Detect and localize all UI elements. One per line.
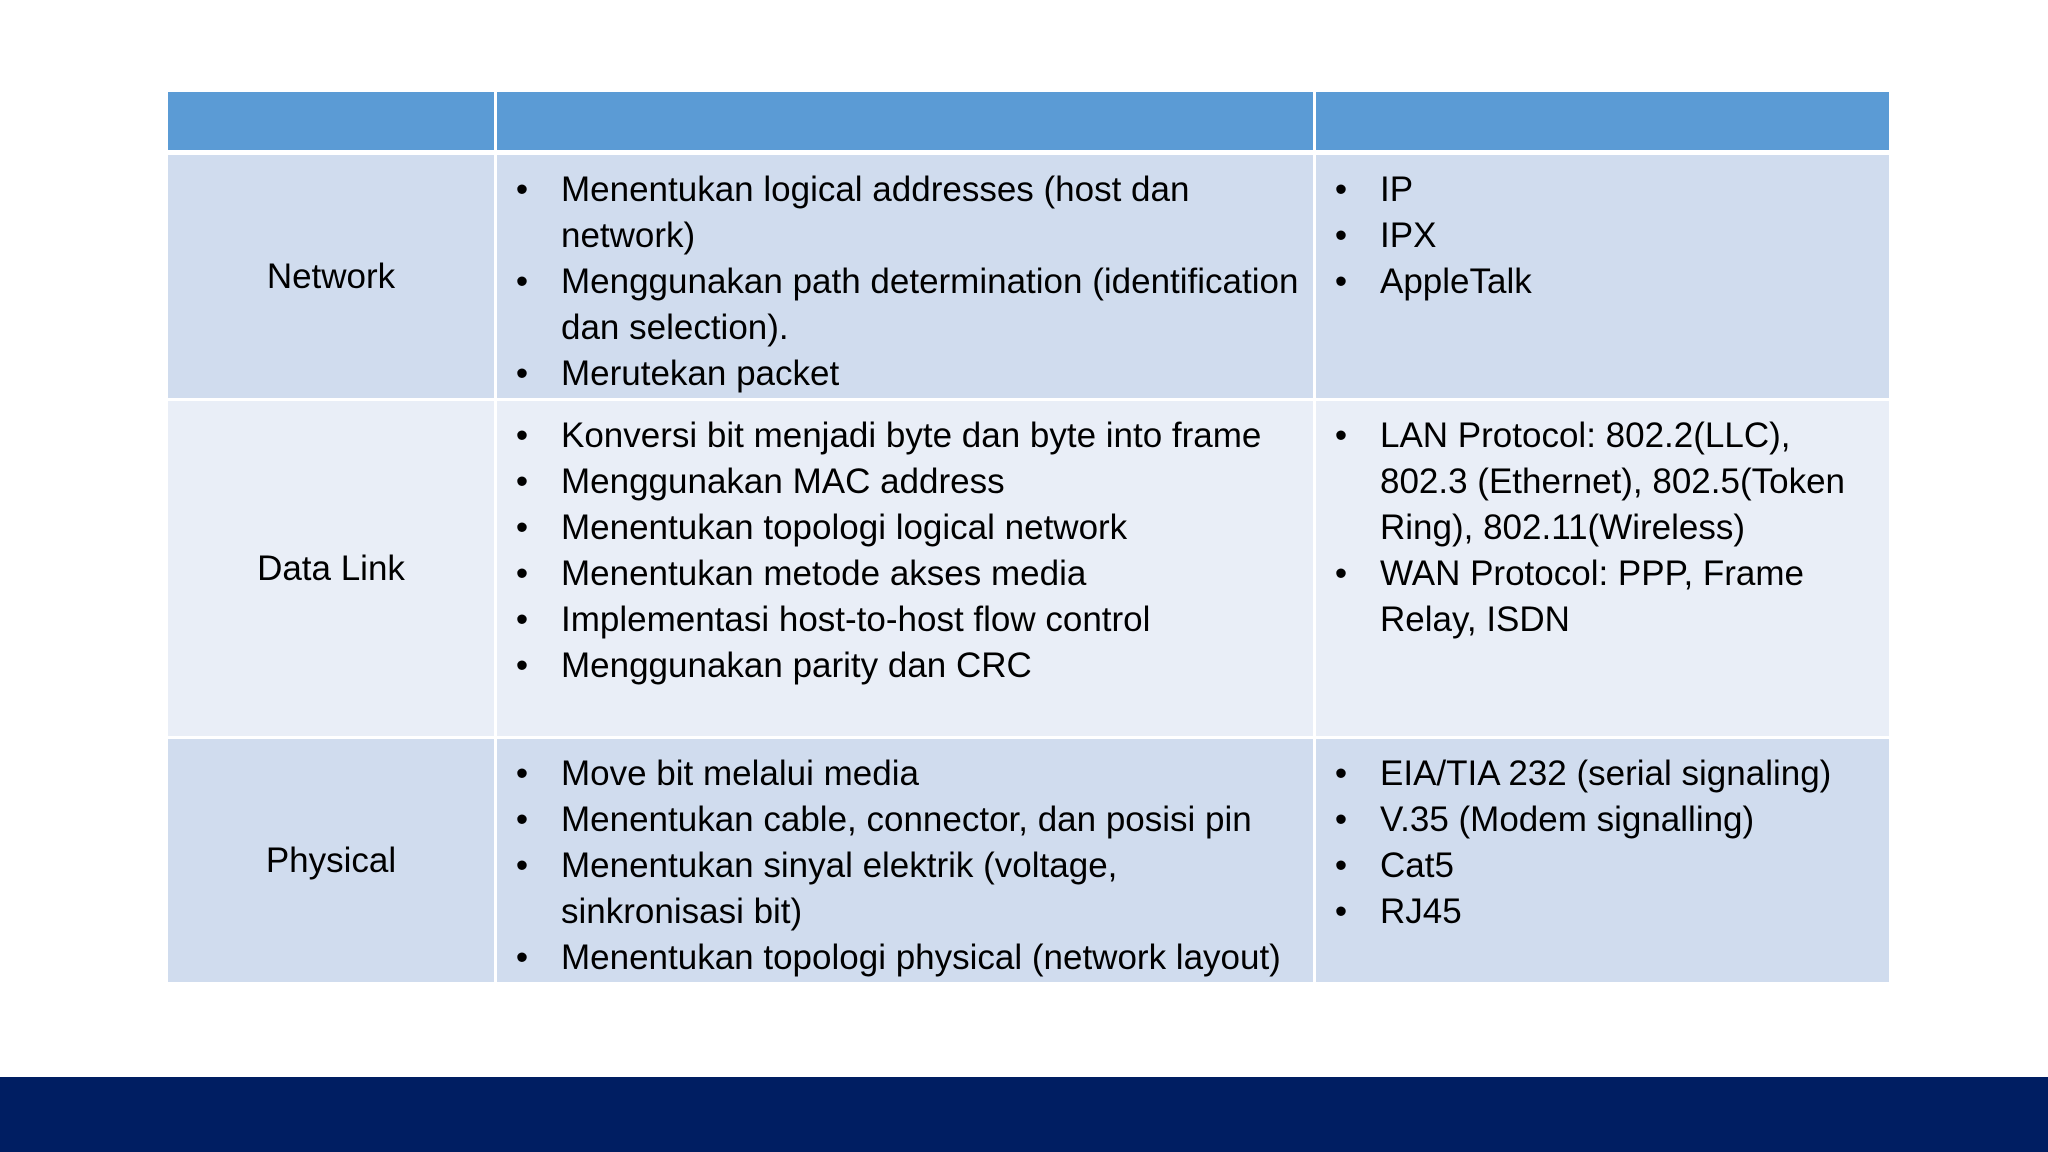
bullet-icon: • (1334, 170, 1348, 209)
list-item-text: EIA/TIA 232 (serial signaling) (1380, 754, 1832, 793)
list-item (511, 505, 1299, 551)
list-item (511, 459, 1299, 505)
list-item (511, 413, 1299, 459)
list-item-text: IP (1380, 170, 1414, 209)
bullet-icon: • (1334, 846, 1348, 885)
bullet-icon: • (1334, 892, 1348, 931)
list-item-text: Cat5 (1380, 846, 1454, 885)
layer-name-cell: Data Link (167, 400, 496, 738)
bullet-icon: • (515, 354, 529, 393)
list-item-text: Konversi bit menjadi byte dan byte into frame (561, 416, 1262, 455)
functions-cell (496, 400, 1315, 738)
list-item-text: Menentukan topologi logical network (561, 508, 1128, 547)
list-item (1330, 259, 1875, 305)
functions-cell (496, 153, 1315, 400)
list-item (511, 935, 1299, 981)
list-item (1330, 889, 1875, 935)
list-item (1330, 797, 1875, 843)
list-item (511, 843, 1299, 935)
table-row-data-link (167, 400, 1891, 738)
header-cell-layer (167, 91, 496, 153)
list-item-text: LAN Protocol: 802.2(LLC), 802.3 (Ethernet), 802.5(Token Ring), 802.11(Wireless) (1380, 416, 1846, 547)
header-cell-protocols (1315, 91, 1891, 153)
layer-name-cell: Network (167, 153, 496, 400)
list-item (511, 551, 1299, 597)
layer-name-cell: Physical (167, 738, 496, 984)
list-item-text: Implementasi host-to-host flow control (561, 600, 1151, 639)
bullet-icon: • (515, 508, 529, 547)
functions-list (511, 751, 1299, 981)
bullet-icon: • (515, 554, 529, 593)
list-item (1330, 167, 1875, 213)
table-header (167, 91, 1891, 153)
protocols-list (1330, 751, 1875, 935)
list-item-text: Menggunakan parity dan CRC (561, 646, 1032, 685)
protocols-cell (1315, 738, 1891, 984)
list-item-text: Menentukan metode akses media (561, 554, 1087, 593)
list-item (511, 259, 1299, 351)
protocols-cell (1315, 400, 1891, 738)
protocols-cell (1315, 153, 1891, 400)
bullet-icon: • (1334, 800, 1348, 839)
list-item-text: Merutekan packet (561, 354, 840, 393)
list-item-text: Menentukan cable, connector, dan posisi pin (561, 800, 1252, 839)
bullet-icon: • (1334, 416, 1348, 455)
list-item (1330, 843, 1875, 889)
table-row-network (167, 153, 1891, 400)
list-item (1330, 551, 1875, 643)
bullet-icon: • (515, 462, 529, 501)
bullet-icon: • (515, 800, 529, 839)
list-item-text: Menentukan logical addresses (host dan network) (561, 170, 1190, 255)
list-item-text: Menentukan sinyal elektrik (voltage, sinkronisasi bit) (561, 846, 1118, 931)
table-row-physical (167, 738, 1891, 984)
list-item (511, 797, 1299, 843)
bullet-icon: • (1334, 262, 1348, 301)
protocols-list (1330, 167, 1875, 305)
list-item-text: Menentukan topologi physical (network layout) (561, 938, 1281, 977)
list-item-text: RJ45 (1380, 892, 1462, 931)
list-item (1330, 213, 1875, 259)
list-item-text: WAN Protocol: PPP, Frame Relay, ISDN (1380, 554, 1805, 639)
bullet-icon: • (1334, 754, 1348, 793)
bullet-icon: • (515, 262, 529, 301)
functions-list (511, 413, 1299, 689)
bullet-icon: • (1334, 554, 1348, 593)
list-item (511, 597, 1299, 643)
table-body (167, 153, 1891, 984)
bullet-icon: • (515, 646, 529, 685)
header-cell-functions (496, 91, 1315, 153)
list-item (1330, 413, 1875, 551)
bullet-icon: • (515, 754, 529, 793)
list-item-text: Menggunakan path determination (identification dan selection). (561, 262, 1299, 347)
bullet-icon: • (1334, 216, 1348, 255)
list-item (511, 751, 1299, 797)
functions-list (511, 167, 1299, 397)
list-item (511, 643, 1299, 689)
footer-bar (0, 1077, 2048, 1152)
list-item-text: AppleTalk (1380, 262, 1532, 301)
list-item (511, 351, 1299, 397)
list-item (511, 167, 1299, 259)
list-item-text: Move bit melalui media (561, 754, 919, 793)
bullet-icon: • (515, 846, 529, 885)
header-row (167, 91, 1891, 153)
list-item-text: V.35 (Modem signalling) (1380, 800, 1755, 839)
list-item-text: IPX (1380, 216, 1437, 255)
osi-layers-table (165, 89, 1892, 985)
list-item-text: Menggunakan MAC address (561, 462, 1005, 501)
bullet-icon: • (515, 416, 529, 455)
bullet-icon: • (515, 600, 529, 639)
bullet-icon: • (515, 170, 529, 209)
functions-cell (496, 738, 1315, 984)
bullet-icon: • (515, 938, 529, 977)
protocols-list (1330, 413, 1875, 643)
list-item (1330, 751, 1875, 797)
